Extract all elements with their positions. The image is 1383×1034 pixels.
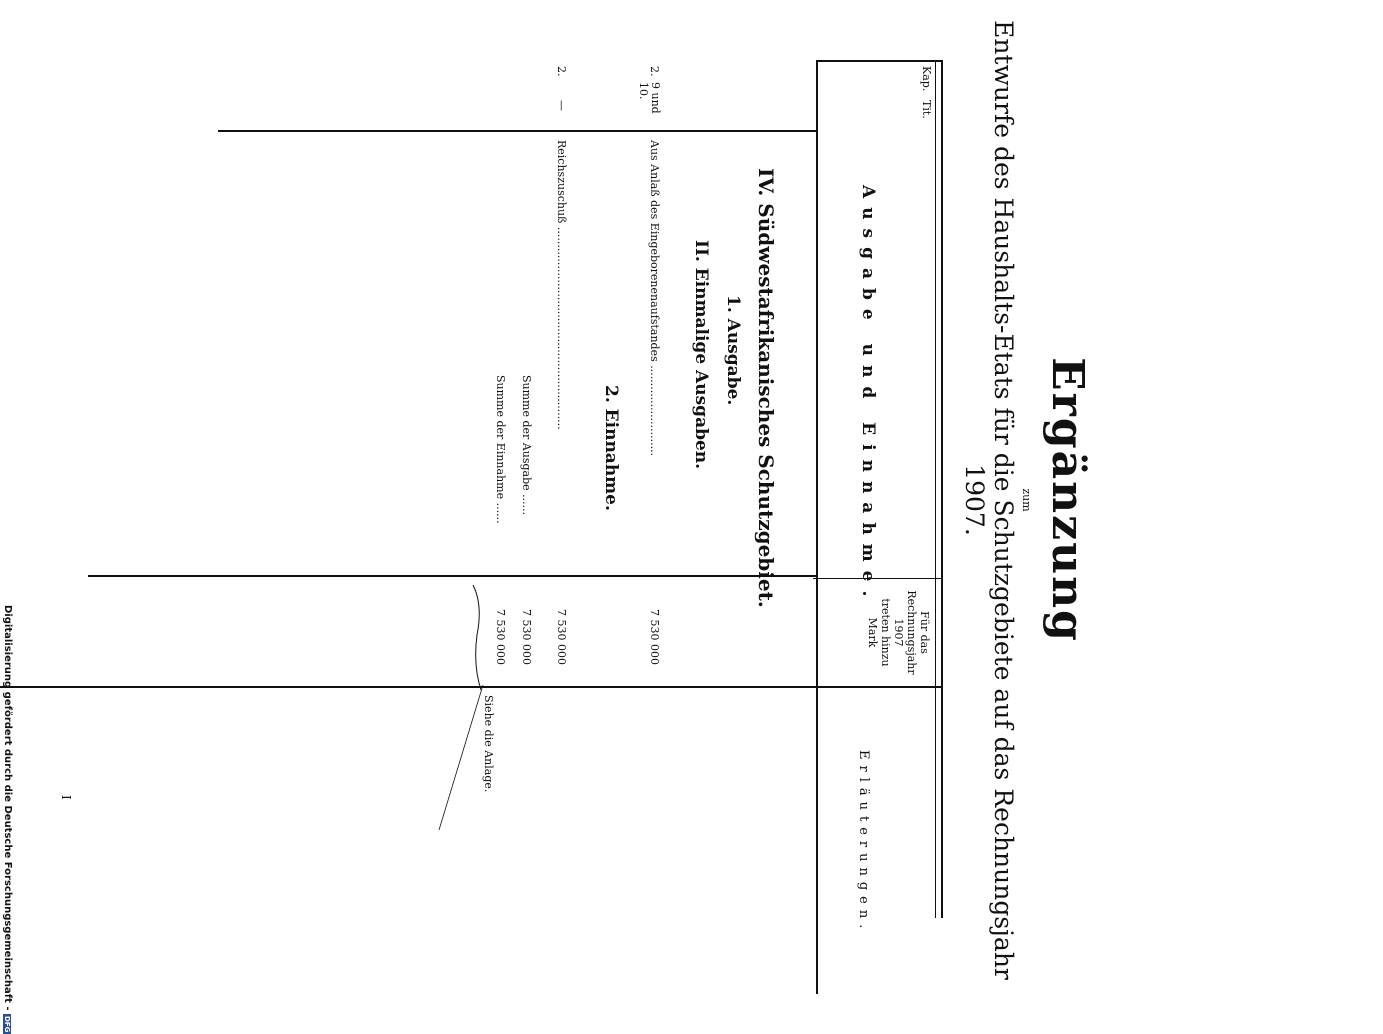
kap-column-divider: [818, 60, 943, 62]
header-notes: Erläuterungen.: [856, 750, 871, 935]
text-column-left-border: [218, 130, 818, 132]
part-2-heading: 2. Einnahme.: [601, 385, 621, 511]
document-connector: zum: [1020, 488, 1033, 512]
row-2-kap: 2.: [555, 66, 568, 77]
header-year-line-2: Rechnungsjahr: [905, 590, 918, 675]
dfg-logo: DFG: [3, 1016, 11, 1033]
footer-credit: [2, 605, 13, 1034]
row-1-tit: 9 und 10.: [637, 82, 662, 114]
document-subtitle: Entwurfe des Haushalts-Etats für die Schutzgebiete auf das Rechnungsjahr 1907.: [960, 20, 1018, 980]
header-bottom-rule: [816, 60, 818, 994]
header-main: Ausgabe und Einnahme.: [858, 185, 878, 606]
header-year-line-4: treten hinzu: [879, 598, 892, 667]
row-2-amount: 7 530 000: [555, 609, 568, 665]
sum-einnahme-amount: 7 530 000: [494, 609, 507, 665]
header-year-line-5: Mark: [866, 617, 879, 648]
section-heading: IV. Südwestafrikanisches Schutzgebiet.: [754, 168, 778, 608]
footer-credit-text: Digitalisierung gefördert durch die Deutsche Forschungsgemeinschaft -: [2, 605, 13, 1011]
amount-header-divider: [813, 578, 943, 579]
page-mark: I: [59, 795, 73, 800]
row-1-text: Aus Anlaß des Eingeborenenaufstandes ..........................: [648, 140, 661, 457]
table-top-rule: [941, 60, 943, 918]
row-1-kap: 2.: [648, 66, 661, 77]
row-1-amount: 7 530 000: [648, 609, 661, 665]
sum-einnahme-label: Summe der Einnahme ......: [494, 375, 507, 524]
sum-ausgabe-label: Summe der Ausgabe ......: [520, 375, 533, 516]
note-text: Siehe die Anlage.: [482, 695, 495, 793]
header-year: [866, 580, 931, 685]
header-year-line-3: 1907: [892, 618, 905, 647]
row-2-text: Reichszuschuß ..........................................................: [555, 140, 568, 430]
part-1-heading: 1. Ausgabe.: [723, 295, 743, 406]
header-tit: Tit.: [920, 100, 933, 119]
header-kap: Kap.: [920, 66, 933, 92]
table-top-rule-thin: [935, 60, 936, 918]
sum-ausgabe-amount: 7 530 000: [520, 609, 533, 665]
document-title: Ergänzung: [1042, 357, 1093, 643]
part-1-subheading: II. Einmalige Ausgaben.: [691, 240, 711, 470]
header-year-line-1: Für das: [918, 611, 931, 654]
row-2-tit: —: [555, 100, 568, 111]
